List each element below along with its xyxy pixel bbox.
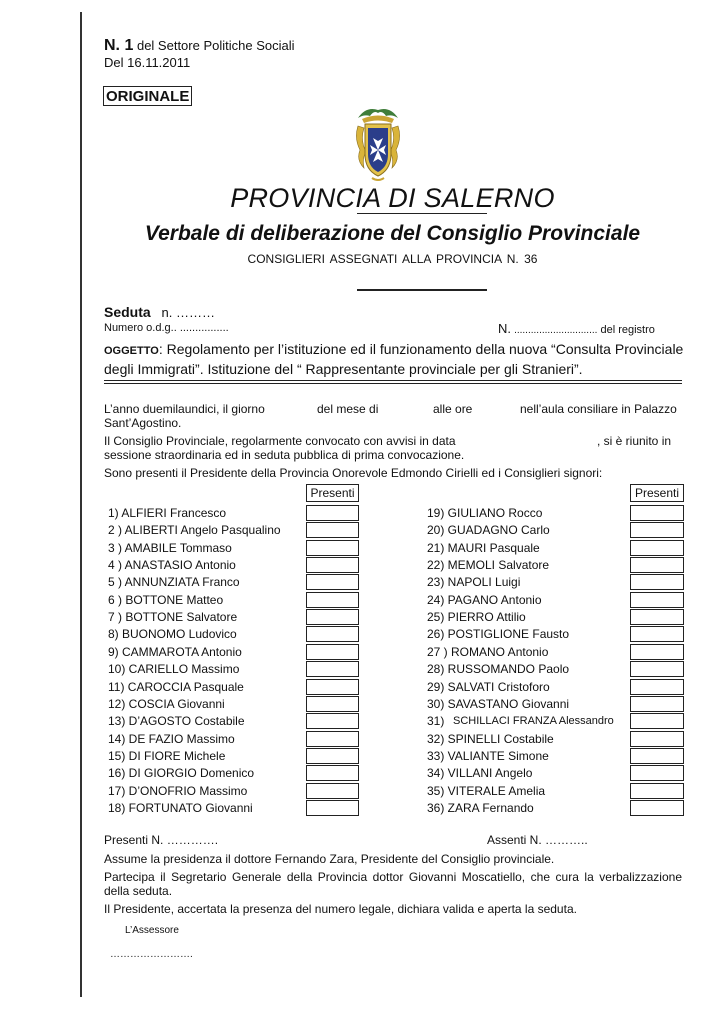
title-separator — [357, 289, 487, 291]
presence-checkbox[interactable] — [306, 522, 359, 538]
seduta-aperta-text: Il Presidente, accertata la presenza del numero legale, dichiara valida e aperta la seduta. — [104, 902, 577, 916]
act-number-value: N. 1 — [104, 37, 134, 54]
councillor-name: 32) SPINELLI Costabile — [427, 732, 554, 746]
registro-dots: .............................. — [514, 325, 598, 336]
original-stamp: ORIGINALE — [103, 86, 192, 106]
presence-checkbox[interactable] — [630, 731, 684, 747]
councillor-name: 36) ZARA Fernando — [427, 801, 534, 815]
registro-label: del registro — [600, 324, 655, 336]
seduta-number: n. ……… — [161, 305, 215, 320]
councillor-name: 7 ) BOTTONE Salvatore — [108, 610, 238, 624]
presence-checkbox[interactable] — [306, 731, 359, 747]
oggetto — [104, 340, 684, 378]
councillor-name: 35) VITERALE Amelia — [427, 784, 546, 798]
councillor-name: 20) GUADAGNO Carlo — [427, 523, 550, 537]
intro-mese: del mese di — [317, 402, 379, 416]
seduta-line — [104, 304, 215, 320]
margin-line — [80, 12, 82, 997]
councillor-name: 33) VALIANTE Simone — [427, 749, 549, 763]
councillor-name: 30) SAVASTANO Giovanni — [427, 697, 570, 711]
councillor-name: 3 ) AMABILE Tommaso — [108, 541, 232, 555]
councillor-name: 29) SALVATI Cristoforo — [427, 680, 550, 694]
document-title: Verbale di deliberazione del Consiglio Provinciale — [144, 222, 641, 245]
presence-checkbox[interactable] — [630, 783, 684, 799]
presence-checkbox[interactable] — [306, 505, 359, 521]
presence-checkbox[interactable] — [306, 748, 359, 764]
oggetto-text: : Regolamento per l’istituzione ed il funzionamento della nuova “Consulta Provinciale degli Immigrati”. Istituzione del “ Rappresentante provinciale per gli Stranieri”. — [104, 341, 684, 377]
councillor-name: 22) MEMOLI Salvatore — [427, 558, 550, 572]
councillor-name: 21) MAURI Pasquale — [427, 541, 540, 555]
presence-checkbox[interactable] — [306, 557, 359, 573]
intro-line-1b: Sant’Agostino. — [104, 416, 182, 430]
presence-checkbox[interactable] — [630, 713, 684, 729]
intro-giorno: L’anno duemilaundici, il giorno — [104, 402, 265, 416]
presence-checkbox[interactable] — [630, 505, 684, 521]
oggetto-label: OGGETTO — [104, 345, 159, 357]
councillors-assigned: CONSIGLIERI ASSEGNATI ALLA PROVINCIA N. 36 — [247, 252, 538, 266]
presence-checkbox[interactable] — [306, 626, 359, 642]
councillor-name: 31) — [427, 714, 445, 728]
presence-checkbox[interactable] — [630, 574, 684, 590]
presence-checkbox[interactable] — [306, 679, 359, 695]
presence-checkbox[interactable] — [630, 557, 684, 573]
councillor-name: 34) VILLANI Angelo — [427, 766, 533, 780]
presence-checkbox[interactable] — [306, 644, 359, 660]
presence-checkbox[interactable] — [630, 800, 684, 816]
presenti-header-left: Presenti — [306, 484, 359, 502]
councillor-name: 1) ALFIERI Francesco — [108, 506, 227, 520]
presence-checkbox[interactable] — [306, 574, 359, 590]
councillor-name: 11) CAROCCIA Pasquale — [108, 680, 244, 694]
assenti-count: Assenti N. ……….. — [487, 833, 588, 847]
presence-checkbox[interactable] — [306, 661, 359, 677]
oggetto-rule-bottom — [104, 383, 682, 384]
intro-ore: alle ore — [433, 402, 473, 416]
provincia-salerno-crest-icon — [352, 104, 404, 184]
registro-line — [498, 321, 655, 336]
councillor-name: 9) CAMMAROTA Antonio — [108, 645, 242, 659]
councillor-name: 14) DE FAZIO Massimo — [108, 732, 235, 746]
councillor-name: 4 ) ANASTASIO Antonio — [108, 558, 236, 572]
councillor-name: 10) CARIELLO Massimo — [108, 662, 240, 676]
councillor-name: 2 ) ALIBERTI Angelo Pasqualino — [108, 523, 281, 537]
registro-n: N. — [498, 321, 511, 336]
councillor-name: 15) DI FIORE Michele — [108, 749, 226, 763]
act-sector: del Settore Politiche Sociali — [136, 38, 295, 53]
segretario-text: Partecipa il Segretario Generale della Provincia dottor Giovanni Moscatiello, che cura la verbalizzazione della seduta. — [104, 870, 682, 898]
presence-checkbox[interactable] — [306, 592, 359, 608]
intro-line-2b: sessione straordinaria ed in seduta pubblica di prima convocazione. — [104, 448, 465, 462]
presenti-header-right: Presenti — [630, 484, 684, 502]
presidenza-text: Assume la presidenza il dottore Fernando Zara, Presidente del Consiglio provinciale. — [104, 852, 555, 866]
councillor-name: 13) D’AGOSTO Costabile — [108, 714, 245, 728]
councillor-name: 12) COSCIA Giovanni — [108, 697, 225, 711]
councillor-name: 27 ) ROMANO Antonio — [427, 645, 549, 659]
presence-checkbox[interactable] — [630, 522, 684, 538]
councillor-name: 5 ) ANNUNZIATA Franco — [108, 575, 240, 589]
presence-checkbox[interactable] — [306, 800, 359, 816]
assessore-label: L’Assessore — [125, 925, 179, 936]
councillor-name-31: SCHILLACI FRANZA Alessandro — [453, 715, 614, 727]
presence-checkbox[interactable] — [306, 713, 359, 729]
act-number — [104, 37, 295, 55]
councillor-name: 16) DI GIORGIO Domenico — [108, 766, 255, 780]
act-date: Del 16.11.2011 — [104, 55, 191, 70]
councillor-name: 18) FORTUNATO Giovanni — [108, 801, 253, 815]
councillor-name: 26) POSTIGLIONE Fausto — [427, 627, 570, 641]
presence-checkbox[interactable] — [630, 609, 684, 625]
presence-checkbox[interactable] — [630, 765, 684, 781]
councillor-name: 8) BUONOMO Ludovico — [108, 627, 237, 641]
numero-odg: Numero o.d.g.. ................ — [104, 322, 229, 334]
intro-convocato: Il Consiglio Provinciale, regolarmente convocato con avvisi in data — [104, 434, 456, 448]
title-underline — [357, 213, 487, 214]
presence-checkbox[interactable] — [630, 592, 684, 608]
presence-checkbox[interactable] — [306, 765, 359, 781]
presence-checkbox[interactable] — [630, 696, 684, 712]
intro-aula: nell’aula consiliare in Palazzo — [520, 402, 677, 416]
presence-checkbox[interactable] — [630, 626, 684, 642]
presence-checkbox[interactable] — [306, 696, 359, 712]
presence-checkbox[interactable] — [306, 783, 359, 799]
presence-checkbox[interactable] — [306, 609, 359, 625]
councillor-name: 17) D’ONOFRIO Massimo — [108, 784, 248, 798]
oggetto-rule-top — [104, 380, 682, 381]
presence-checkbox[interactable] — [630, 540, 684, 556]
province-title: PROVINCIA DI SALERNO — [230, 183, 555, 213]
councillor-name: 24) PAGANO Antonio — [427, 593, 542, 607]
presenti-count: Presenti N. …………. — [104, 833, 219, 847]
presence-checkbox[interactable] — [630, 679, 684, 695]
assessore-signature: ……………………. — [110, 949, 193, 960]
councillor-name: 23) NAPOLI Luigi — [427, 575, 521, 589]
intro-riunito: , si è riunito in — [597, 434, 672, 448]
presence-checkbox[interactable] — [630, 644, 684, 660]
presence-checkbox[interactable] — [630, 661, 684, 677]
presence-checkbox[interactable] — [630, 748, 684, 764]
seduta-label: Seduta — [104, 304, 151, 320]
councillor-name: 25) PIERRO Attilio — [427, 610, 526, 624]
intro-line-3: Sono presenti il Presidente della Provincia Onorevole Edmondo Cirielli ed i Consiglieri signori: — [104, 466, 603, 480]
councillor-name: 19) GIULIANO Rocco — [427, 506, 543, 520]
councillor-name: 6 ) BOTTONE Matteo — [108, 593, 224, 607]
presence-checkbox[interactable] — [306, 540, 359, 556]
councillor-name: 28) RUSSOMANDO Paolo — [427, 662, 570, 676]
